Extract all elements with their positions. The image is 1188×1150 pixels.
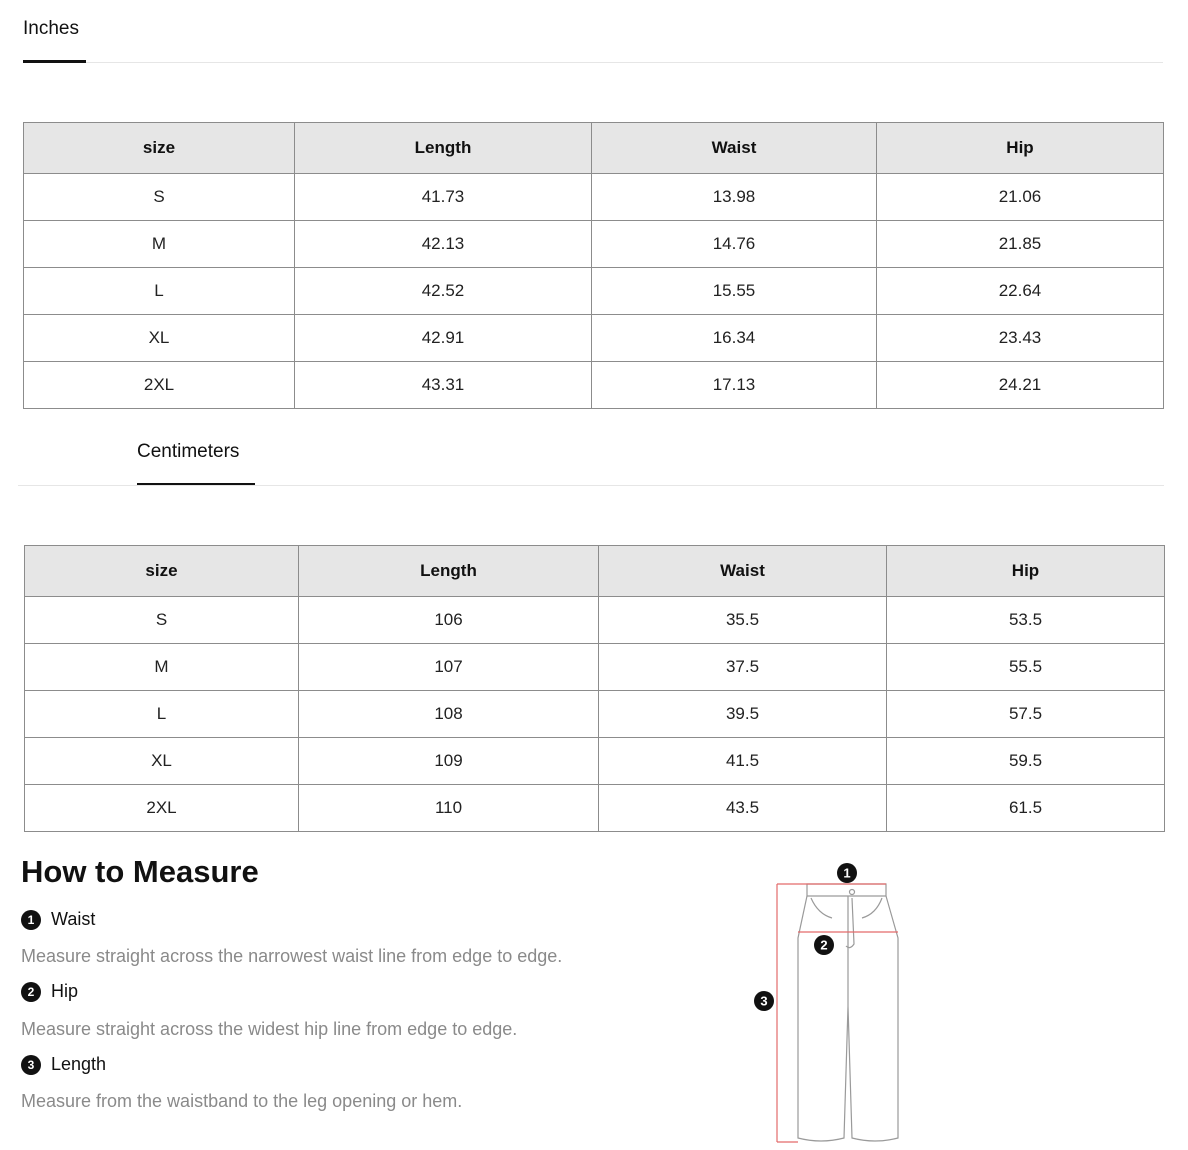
- waistband-shape: [807, 884, 886, 896]
- table-row: [25, 597, 1165, 644]
- hip-cell: 22.64: [877, 268, 1164, 315]
- marker-label: 2: [820, 937, 828, 953]
- table-row: [25, 644, 1165, 691]
- waist-cell: 15.55: [592, 268, 877, 315]
- hip-cell: 21.06: [877, 174, 1164, 221]
- waist-cell: 13.98: [592, 174, 877, 221]
- number-1-icon: 1: [21, 910, 41, 930]
- table-row: [25, 785, 1165, 832]
- marker-label: 3: [760, 993, 768, 1009]
- column-header-size: size: [24, 123, 295, 174]
- column-header-hip: Hip: [887, 546, 1165, 597]
- waist-cell: 16.34: [592, 315, 877, 362]
- marker-1-icon: [837, 863, 857, 883]
- number-3-icon: 3: [21, 1055, 41, 1075]
- measure-description: Measure from the waistband to the leg opening or hem.: [21, 1091, 463, 1111]
- waist-cell: 14.76: [592, 221, 877, 268]
- pants-diagram-icon: [748, 858, 908, 1148]
- waist-cell: 43.5: [599, 785, 887, 832]
- waist-button: [850, 890, 855, 895]
- table-row: [24, 221, 1164, 268]
- marker-label: 1: [843, 865, 851, 881]
- waist-cell: 39.5: [599, 691, 887, 738]
- marker-3-icon: [754, 991, 774, 1011]
- table-header-row: [24, 123, 1164, 174]
- waist-cell: 35.5: [599, 597, 887, 644]
- measure-item-hip: [21, 981, 78, 1002]
- measure-label: Waist: [51, 909, 96, 929]
- measure-description: Measure straight across the narrowest waist line from edge to edge.: [21, 946, 563, 966]
- column-header-waist: Waist: [592, 123, 877, 174]
- hip-cell: 57.5: [887, 691, 1165, 738]
- table-row: [24, 174, 1164, 221]
- centimeters-size-table: [24, 545, 1165, 832]
- measure-item-waist: [21, 909, 95, 930]
- size-cell: L: [25, 691, 299, 738]
- size-cell: M: [25, 644, 299, 691]
- length-cell: 107: [299, 644, 599, 691]
- tab-divider: [86, 62, 1163, 63]
- how-to-measure-title: How to Measure: [21, 854, 259, 889]
- size-cell: 2XL: [24, 362, 295, 409]
- table-row: [25, 738, 1165, 785]
- length-cell: 106: [299, 597, 599, 644]
- column-header-length: Length: [295, 123, 592, 174]
- measure-label: Length: [51, 1054, 107, 1074]
- column-header-hip: Hip: [877, 123, 1164, 174]
- hip-cell: 21.85: [877, 221, 1164, 268]
- waist-cell: 17.13: [592, 362, 877, 409]
- waist-cell: 37.5: [599, 644, 887, 691]
- measure-description: Measure straight across the widest hip line from edge to edge.: [21, 1019, 518, 1039]
- length-cell: 42.91: [295, 315, 592, 362]
- size-cell: S: [24, 174, 295, 221]
- marker-2-icon: [814, 935, 834, 955]
- table-row: [25, 691, 1165, 738]
- tab-divider: [18, 485, 1164, 486]
- hip-cell: 23.43: [877, 315, 1164, 362]
- tab-centimeters[interactable]: Centimeters: [137, 441, 240, 462]
- hip-cell: 55.5: [887, 644, 1165, 691]
- size-cell: XL: [25, 738, 299, 785]
- length-cell: 108: [299, 691, 599, 738]
- fly-stitch: [846, 898, 854, 948]
- waist-cell: 41.5: [599, 738, 887, 785]
- size-cell: 2XL: [25, 785, 299, 832]
- hip-cell: 59.5: [887, 738, 1165, 785]
- table-header-row: [25, 546, 1165, 597]
- left-pocket: [811, 898, 832, 918]
- table-row: [24, 315, 1164, 362]
- table-row: [24, 268, 1164, 315]
- size-cell: S: [25, 597, 299, 644]
- hip-cell: 53.5: [887, 597, 1165, 644]
- length-cell: 43.31: [295, 362, 592, 409]
- pants-outline: [798, 884, 898, 1141]
- column-header-size: size: [25, 546, 299, 597]
- size-cell: XL: [24, 315, 295, 362]
- column-header-waist: Waist: [599, 546, 887, 597]
- tab-inches[interactable]: Inches: [23, 18, 79, 39]
- column-header-length: Length: [299, 546, 599, 597]
- hip-cell: 61.5: [887, 785, 1165, 832]
- measure-lines: [777, 884, 898, 1142]
- inches-size-table: [23, 122, 1164, 409]
- length-cell: 41.73: [295, 174, 592, 221]
- length-cell: 110: [299, 785, 599, 832]
- measure-label: Hip: [51, 981, 79, 1001]
- measure-item-length: [21, 1054, 106, 1075]
- size-cell: L: [24, 268, 295, 315]
- number-2-icon: 2: [21, 982, 41, 1002]
- size-cell: M: [24, 221, 295, 268]
- right-pocket: [862, 898, 882, 918]
- table-row: [24, 362, 1164, 409]
- tab-inches-underline: [23, 60, 86, 63]
- length-cell: 109: [299, 738, 599, 785]
- length-cell: 42.52: [295, 268, 592, 315]
- hip-cell: 24.21: [877, 362, 1164, 409]
- length-cell: 42.13: [295, 221, 592, 268]
